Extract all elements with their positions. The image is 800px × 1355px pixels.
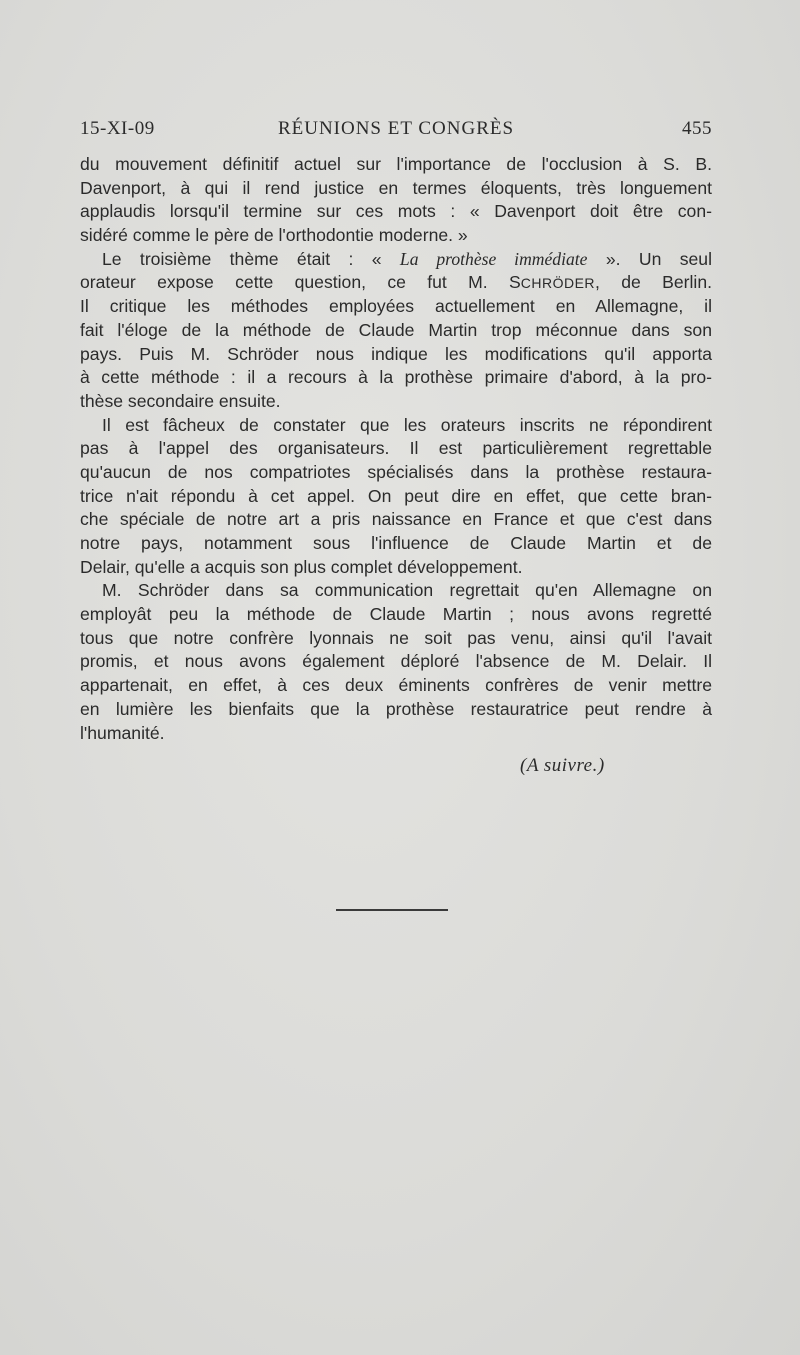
text-line: pas à l'appel des organisateurs. Il est particulièrement regrettable bbox=[80, 438, 712, 459]
text-line: promis, et nous avons également déploré l'absence de M. Delair. Il bbox=[80, 651, 712, 672]
text-line: employât peu la méthode de Claude Martin ; nous avons regretté bbox=[80, 604, 712, 625]
text-line: tous que notre confrère lyonnais ne soit pas venu, ainsi qu'il l'avait bbox=[80, 627, 712, 648]
text-line: trice n'ait répondu à cet appel. On peut dire en effet, que cette bran- bbox=[80, 485, 712, 506]
text-line bbox=[80, 248, 712, 272]
text-line: pays. Puis M. Schröder nous indique les modifications qu'il apporta bbox=[80, 343, 712, 364]
text-line: Il critique les méthodes employées actuellement en Allemagne, il bbox=[80, 296, 712, 317]
text-line: Delair, qu'elle a acquis son plus complet développement. bbox=[80, 556, 523, 577]
text-fragment: ». Un seul bbox=[587, 248, 712, 269]
text-line: du mouvement définitif actuel sur l'importance de l'occlusion à S. B. bbox=[80, 154, 712, 174]
section-title: RÉUNIONS ET CONGRÈS bbox=[277, 118, 515, 139]
text-line bbox=[80, 271, 712, 295]
text-line: fait l'éloge de la méthode de Claude Martin trop méconnue dans son bbox=[80, 319, 712, 340]
italic-title: La prothèse immédiate bbox=[399, 248, 588, 269]
text-line: che spéciale de notre art a pris naissance en France et que c'est dans bbox=[80, 509, 712, 530]
end-rule bbox=[336, 909, 448, 911]
text-fragment: orateur expose cette question, ce fut M. S bbox=[80, 272, 521, 293]
to-be-continued: (A suivre.) bbox=[520, 755, 605, 776]
text-line: qu'aucun de nos compatriotes spécialisés dans la prothèse restaura- bbox=[80, 461, 712, 482]
text-line: Il est fâcheux de constater que les orateurs inscrits ne répondirent bbox=[102, 414, 712, 435]
text-line: M. Schröder dans sa communication regrettait qu'en Allemagne on bbox=[102, 580, 712, 601]
text-fragment: Le troisième thème était : « bbox=[102, 248, 400, 269]
text-line: notre pays, notamment sous l'influence de Claude Martin et de bbox=[80, 533, 712, 553]
body-text bbox=[80, 153, 712, 745]
text-line: en lumière les bienfaits que la prothèse restauratrice peut rendre à bbox=[80, 698, 712, 719]
text-line: applaudis lorsqu'il termine sur ces mots : « Davenport doit être con- bbox=[80, 201, 712, 222]
text-line: Davenport, à qui il rend justice en termes éloquents, très longuement bbox=[80, 177, 712, 198]
text-line: sidéré comme le père de l'orthodontie moderne. » bbox=[80, 225, 468, 246]
running-head bbox=[80, 118, 712, 146]
text-line: à cette méthode : il a recours à la prothèse primaire d'abord, à la pro- bbox=[80, 367, 712, 388]
text-line: thèse secondaire ensuite. bbox=[80, 390, 281, 411]
text-line: l'humanité. bbox=[80, 722, 165, 743]
text-line: appartenait, en effet, à ces deux éminents confrères de venir mettre bbox=[80, 675, 712, 696]
page-number: 455 bbox=[682, 118, 712, 139]
issue-date: 15-XI-09 bbox=[80, 118, 155, 139]
text-fragment: , de Berlin. bbox=[595, 272, 712, 293]
small-caps-name: CHRÖDER bbox=[520, 275, 596, 292]
